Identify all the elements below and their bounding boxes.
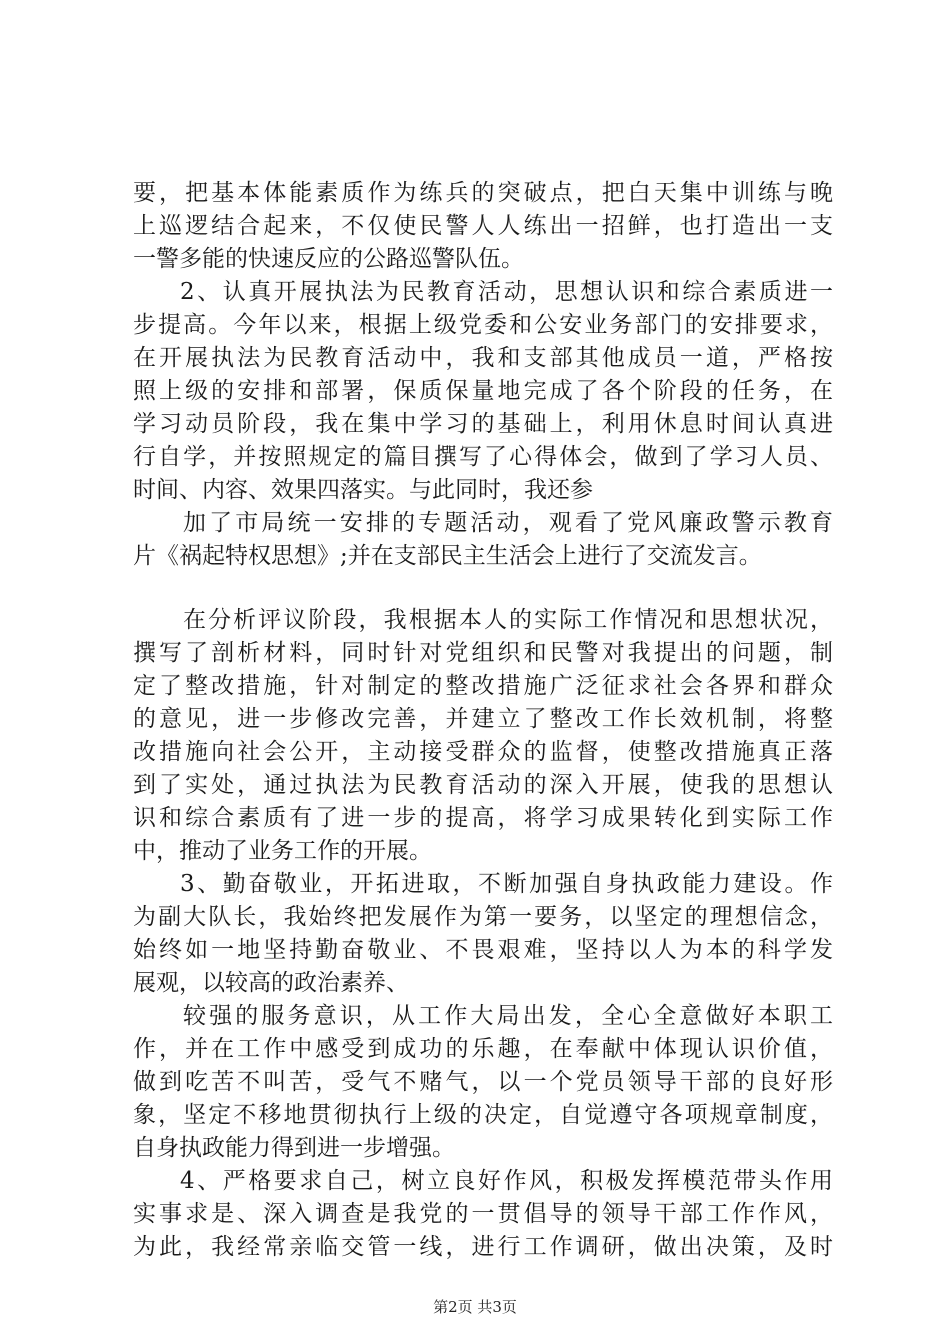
page-number-footer: 第2页 共3页 (433, 1298, 517, 1316)
text-line: 4、严格要求自己，树立良好作风，积极发挥模范带头作用 (180, 1168, 833, 1194)
text-line: 的意见，进一步修改完善，并建立了整改工作长效机制，将整 (133, 706, 833, 732)
text-line: 自身执政能力得到进一步增强。 (133, 1135, 455, 1161)
text-line: 一警多能的快速反应的公路巡警队伍。 (133, 246, 524, 272)
text-line: 实事求是、深入调查是我党的一贯倡导的领导干部工作作风， (133, 1201, 833, 1227)
text-line: 定了整改措施，针对制定的整改措施广泛征求社会各界和群众 (133, 673, 833, 699)
text-line: 时间、内容、效果四落实。与此同时，我还参 (133, 477, 593, 503)
text-line: 3、勤奋敬业，开拓进取，不断加强自身执政能力建设。作 (180, 871, 833, 897)
text-line: 加了市局统一安排的专题活动，观看了党风廉政警示教育 (183, 510, 833, 536)
text-line: 象，坚定不移地贯彻执行上级的决定，自觉遵守各项规章制度， (133, 1102, 833, 1128)
text-line: 作，并在工作中感受到成功的乐趣，在奉献中体现认识价值， (133, 1036, 833, 1062)
text-line: 为副大队长，我始终把发展作为第一要务，以坚定的理想信念， (133, 904, 833, 930)
text-line: 要，把基本体能素质作为练兵的突破点，把白天集中训练与晚 (133, 180, 833, 206)
text-line: 做到吃苦不叫苦，受气不赌气，以一个党员领导干部的良好形 (133, 1069, 833, 1095)
text-line: 照上级的安排和部署，保质保量地完成了各个阶段的任务，在 (133, 378, 833, 404)
text-line: 2、认真开展执法为民教育活动，思想认识和综合素质进一 (180, 279, 833, 305)
text-line: 在分析评议阶段，我根据本人的实际工作情况和思想状况， (183, 607, 833, 633)
text-line: 行自学，并按照规定的篇目撰写了心得体会，做到了学习人员、 (133, 444, 833, 470)
text-line: 上巡逻结合起来，不仅使民警人人练出一招鲜，也打造出一支 (133, 213, 833, 239)
text-line: 片《祸起特权思想》;并在支部民主生活会上进行了交流发言。 (133, 543, 762, 569)
text-line: 为此，我经常亲临交管一线，进行工作调研，做出决策，及时 (133, 1234, 833, 1260)
text-line: 中，推动了业务工作的开展。 (133, 838, 432, 864)
text-line: 识和综合素质有了进一步的提高，将学习成果转化到实际工作 (133, 805, 833, 831)
text-line: 改措施向社会公开，主动接受群众的监督，使整改措施真正落 (133, 739, 833, 765)
text-line: 较强的服务意识，从工作大局出发，全心全意做好本职工 (183, 1003, 833, 1029)
text-line: 在开展执法为民教育活动中，我和支部其他成员一道，严格按 (133, 345, 833, 371)
text-line: 到了实处，通过执法为民教育活动的深入开展，使我的思想认 (133, 772, 833, 798)
text-line: 学习动员阶段，我在集中学习的基础上，利用休息时间认真进 (133, 411, 833, 437)
text-line: 始终如一地坚持勤奋敬业、不畏艰难，坚持以人为本的科学发 (133, 937, 833, 963)
text-line: 步提高。今年以来，根据上级党委和公安业务部门的安排要求， (133, 312, 833, 338)
text-line: 撰写了剖析材料，同时针对党组织和民警对我提出的问题，制 (133, 640, 833, 666)
text-line: 展观，以较高的政治素养、 (133, 970, 409, 996)
